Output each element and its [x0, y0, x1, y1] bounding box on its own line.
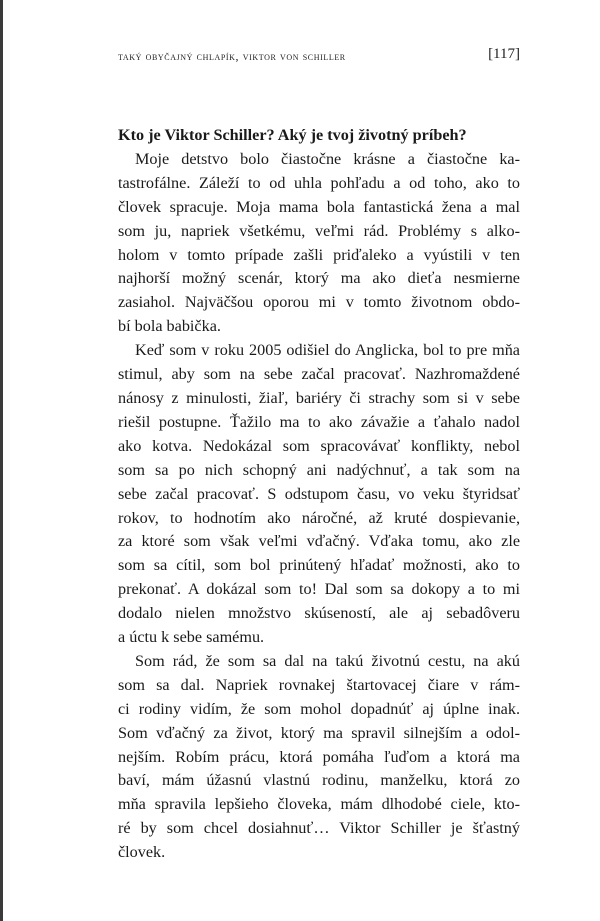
- text-line: nánosy z minulosti, žiaľ, bariéry či strachy som si v sebe: [118, 388, 520, 407]
- text-line: a úctu k sebe samému.: [118, 628, 265, 647]
- text-line: bí bola babička.: [118, 317, 221, 336]
- section-question-heading: Kto je Viktor Schiller? Aký je tvoj životný príbeh?: [118, 126, 467, 144]
- paragraph: [118, 148, 520, 339]
- text-line: nejším. Robím prácu, ktorá pomáha ľuďom a ktorá ma: [118, 747, 520, 766]
- text-line: za ktoré som však veľmi vďačný. Vďaka tomu, ako zle: [118, 532, 520, 551]
- text-line: stimul, aby som na sebe začal pracovať. Nazhromaždené: [118, 365, 520, 384]
- text-line: mňa spravila lepšieho človeka, mám dlhodobé ciele, kto-: [118, 795, 520, 814]
- text-line: človek.: [118, 843, 166, 862]
- text-line: ré by som chcel dosiahnuť… Viktor Schiller je šťastný: [118, 819, 520, 838]
- page-body: [118, 124, 520, 865]
- text-line: Moje detstvo bolo čiastočne krásne a čiastočne ka-: [135, 149, 520, 168]
- running-title: taký obyčajný chlapík, viktor von schiller: [118, 49, 346, 63]
- paragraph: [118, 339, 520, 650]
- page-spine-edge: [0, 0, 3, 921]
- text-line: riešil postupne. Ťažilo ma to ako závažie a ťahalo nadol: [118, 412, 520, 431]
- text-line: holom v tomto prípade zašli priďaleko a vyústili v ten: [118, 245, 520, 264]
- running-head: [118, 46, 520, 66]
- text-line: sebe začal pracovať. S odstupom času, vo veku štyridsať: [118, 484, 520, 503]
- text-line: ako kotva. Nedokázal som spracovávať konflikty, nebol: [118, 436, 520, 455]
- text-line: ci rodiny vidím, že som mohol dopadnúť aj úplne inak.: [118, 699, 520, 718]
- text-line: rokov, to hodnotím ako náročné, až kruté dospievanie,: [118, 508, 520, 527]
- text-line: som sa dal. Napriek rovnakej štartovacej čiare v rám-: [118, 675, 520, 694]
- paragraph: [118, 650, 520, 865]
- text-line: zasiahol. Najväčšou oporou mi v tomto životnom obdo-: [118, 293, 520, 312]
- text-line: Som rád, že som sa dal na takú životnú cestu, na akú: [135, 651, 520, 670]
- text-line: som ju, napriek všetkému, veľmi rád. Problémy s alko-: [118, 221, 520, 240]
- page-number: [117]: [488, 46, 520, 62]
- text-line: som sa po nich schopný ani nadýchnuť, a tak som na: [118, 460, 520, 479]
- text-line: baví, mám úžasnú vlastnú rodinu, manželku, ktorá zo: [118, 771, 520, 790]
- text-line: najhorší možný scenár, ktorý ma ako dieťa nesmierne: [118, 269, 520, 288]
- text-line: tastrofálne. Záleží to od uhla pohľadu a od toho, ako to: [118, 173, 520, 192]
- text-line: Keď som v roku 2005 odišiel do Anglicka, bol to pre mňa: [135, 341, 520, 360]
- text-line: som sa cítil, som bol prinútený hľadať možnosti, ako to: [118, 556, 520, 575]
- text-line: človek spracuje. Moja mama bola fantastická žena a mal: [118, 197, 520, 216]
- text-line: Som vďačný za život, ktorý ma spravil silnejším a odol-: [118, 723, 520, 742]
- text-line: dodalo nielen množstvo skúseností, ale aj sebadôveru: [118, 604, 520, 623]
- text-line: prekonať. A dokázal som to! Dal som sa dokopy a to mi: [118, 580, 520, 599]
- paragraphs: [118, 148, 520, 865]
